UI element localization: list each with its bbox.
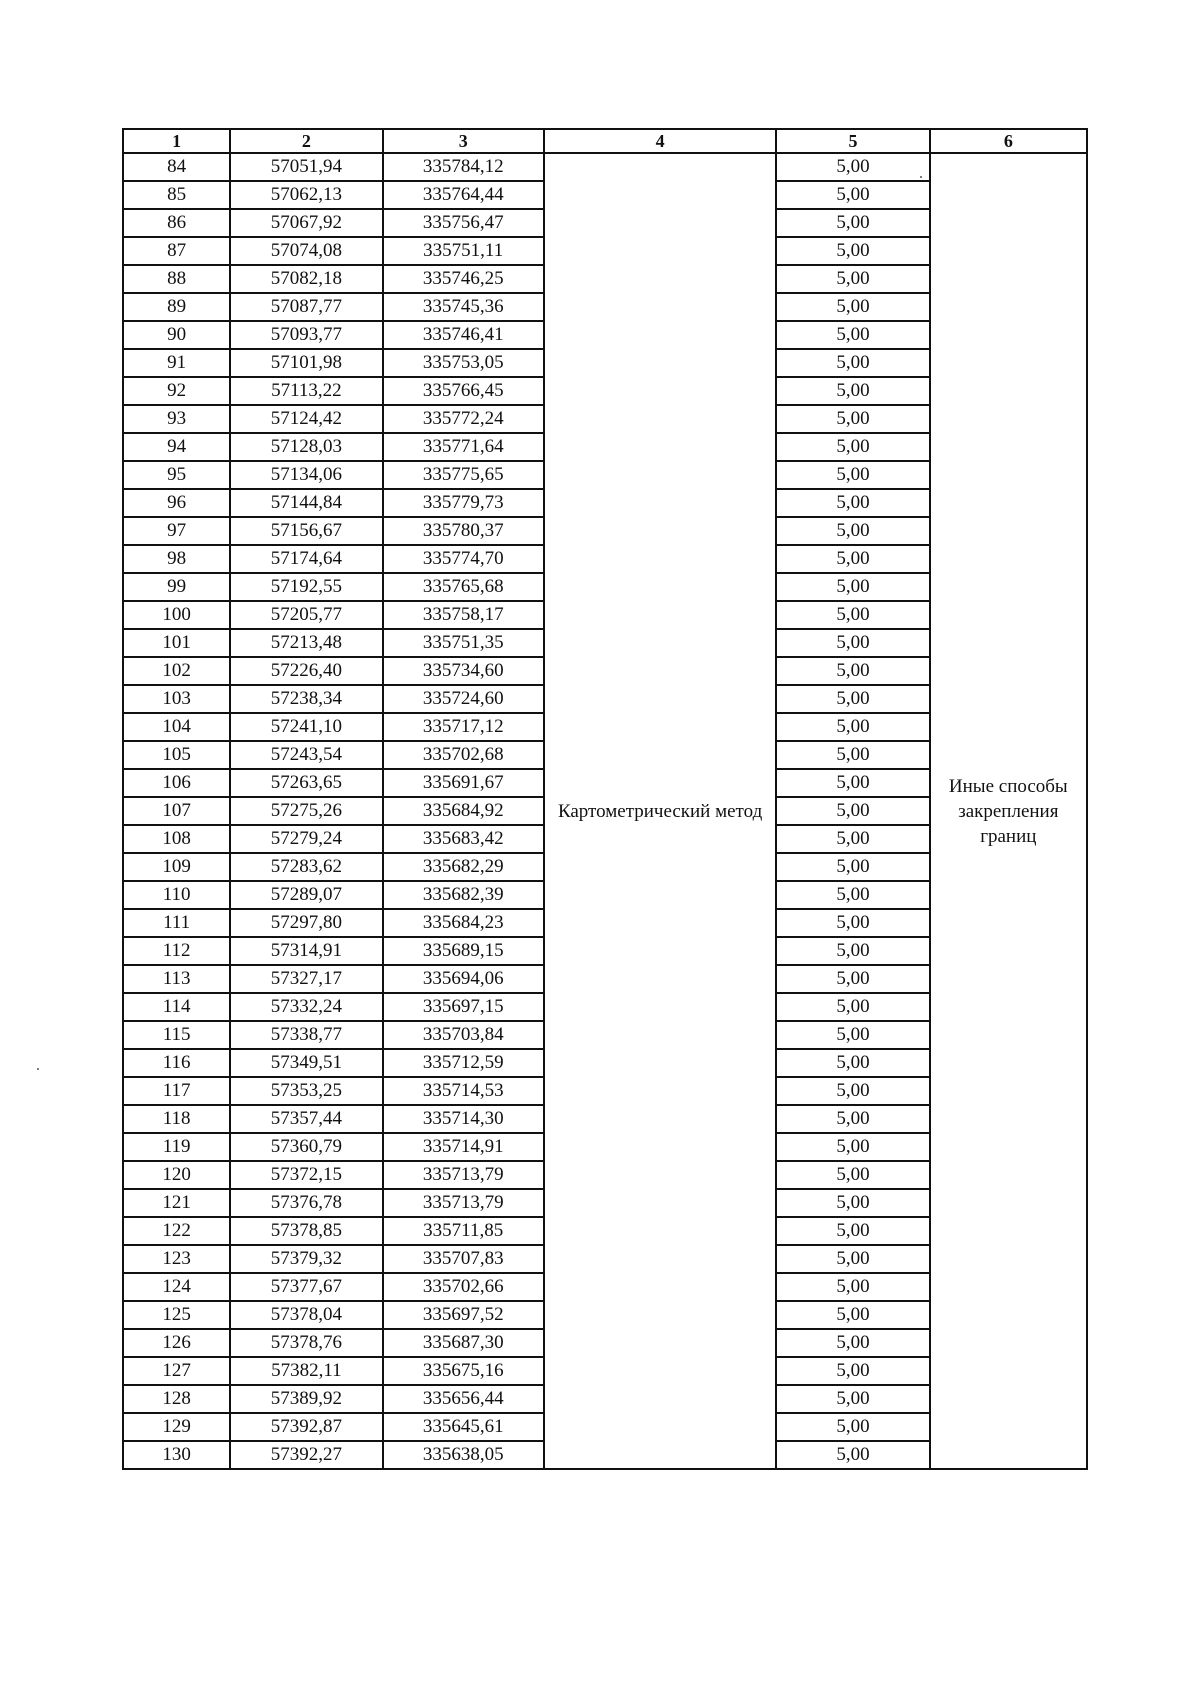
- point-number: 128: [123, 1385, 230, 1413]
- point-number: 127: [123, 1357, 230, 1385]
- accuracy-value: 5,00: [776, 1133, 929, 1161]
- header-col-4: 4: [544, 129, 776, 153]
- coordinate-x: 57067,92: [230, 209, 382, 237]
- point-number: 95: [123, 461, 230, 489]
- coordinate-x: 57382,11: [230, 1357, 382, 1385]
- accuracy-value: 5,00: [776, 321, 929, 349]
- coordinate-x: 57192,55: [230, 573, 382, 601]
- scan-speck: [37, 1068, 39, 1070]
- point-number: 110: [123, 881, 230, 909]
- coordinate-y: 335683,42: [383, 825, 544, 853]
- coordinate-y: 335724,60: [383, 685, 544, 713]
- coordinate-x: 57279,24: [230, 825, 382, 853]
- coordinate-y: 335689,15: [383, 937, 544, 965]
- accuracy-value: 5,00: [776, 629, 929, 657]
- accuracy-value: 5,00: [776, 1329, 929, 1357]
- coordinate-x: 57082,18: [230, 265, 382, 293]
- accuracy-value: 5,00: [776, 209, 929, 237]
- point-number: 102: [123, 657, 230, 685]
- coordinate-y: 335746,25: [383, 265, 544, 293]
- boundary-fixing-cell: Иные способы закрепления границ: [930, 153, 1087, 1469]
- accuracy-value: 5,00: [776, 769, 929, 797]
- point-number: 101: [123, 629, 230, 657]
- header-col-1: 1: [123, 129, 230, 153]
- coordinate-y: 335697,52: [383, 1301, 544, 1329]
- point-number: 100: [123, 601, 230, 629]
- coordinate-y: 335714,53: [383, 1077, 544, 1105]
- point-number: 89: [123, 293, 230, 321]
- accuracy-value: 5,00: [776, 237, 929, 265]
- accuracy-value: 5,00: [776, 1245, 929, 1273]
- coordinate-y: 335697,15: [383, 993, 544, 1021]
- coordinate-y: 335682,39: [383, 881, 544, 909]
- method-cell: Картометрический метод: [544, 153, 776, 1469]
- coordinate-y: 335712,59: [383, 1049, 544, 1077]
- coordinate-y: 335682,29: [383, 853, 544, 881]
- accuracy-value: 5,00: [776, 965, 929, 993]
- accuracy-value: 5,00: [776, 517, 929, 545]
- point-number: 111: [123, 909, 230, 937]
- coordinate-y: 335691,67: [383, 769, 544, 797]
- coordinate-x: 57297,80: [230, 909, 382, 937]
- table-row: [123, 153, 1087, 181]
- coordinate-x: 57156,67: [230, 517, 382, 545]
- point-number: 117: [123, 1077, 230, 1105]
- accuracy-value: 5,00: [776, 1161, 929, 1189]
- coordinate-x: 57093,77: [230, 321, 382, 349]
- point-number: 130: [123, 1441, 230, 1469]
- coordinate-y: 335714,30: [383, 1105, 544, 1133]
- point-number: 123: [123, 1245, 230, 1273]
- coordinate-y: 335753,05: [383, 349, 544, 377]
- coordinate-x: 57241,10: [230, 713, 382, 741]
- coordinate-x: 57051,94: [230, 153, 382, 181]
- coordinates-table: [122, 128, 1088, 1470]
- coordinate-x: 57238,34: [230, 685, 382, 713]
- accuracy-value: 5,00: [776, 433, 929, 461]
- accuracy-value: 5,00: [776, 153, 929, 181]
- coordinate-y: 335775,65: [383, 461, 544, 489]
- point-number: 118: [123, 1105, 230, 1133]
- coordinate-x: 57379,32: [230, 1245, 382, 1273]
- point-number: 99: [123, 573, 230, 601]
- coordinate-y: 335638,05: [383, 1441, 544, 1469]
- coordinate-y: 335707,83: [383, 1245, 544, 1273]
- point-number: 113: [123, 965, 230, 993]
- accuracy-value: 5,00: [776, 881, 929, 909]
- accuracy-value: 5,00: [776, 1441, 929, 1469]
- accuracy-value: 5,00: [776, 293, 929, 321]
- coordinate-x: 57243,54: [230, 741, 382, 769]
- accuracy-value: 5,00: [776, 685, 929, 713]
- coordinate-y: 335772,24: [383, 405, 544, 433]
- point-number: 90: [123, 321, 230, 349]
- point-number: 120: [123, 1161, 230, 1189]
- accuracy-value: 5,00: [776, 797, 929, 825]
- accuracy-value: 5,00: [776, 1217, 929, 1245]
- coordinate-y: 335734,60: [383, 657, 544, 685]
- header-col-3: 3: [383, 129, 544, 153]
- coordinate-y: 335758,17: [383, 601, 544, 629]
- coordinate-x: 57263,65: [230, 769, 382, 797]
- coordinate-x: 57289,07: [230, 881, 382, 909]
- coordinate-y: 335764,44: [383, 181, 544, 209]
- point-number: 92: [123, 377, 230, 405]
- point-number: 88: [123, 265, 230, 293]
- point-number: 129: [123, 1413, 230, 1441]
- point-number: 98: [123, 545, 230, 573]
- accuracy-value: 5,00: [776, 489, 929, 517]
- point-number: 126: [123, 1329, 230, 1357]
- accuracy-value: 5,00: [776, 1413, 929, 1441]
- coordinate-y: 335774,70: [383, 545, 544, 573]
- accuracy-value: 5,00: [776, 405, 929, 433]
- coordinate-x: 57376,78: [230, 1189, 382, 1217]
- accuracy-value: 5,00: [776, 573, 929, 601]
- coordinate-y: 335684,23: [383, 909, 544, 937]
- coordinate-x: 57128,03: [230, 433, 382, 461]
- scan-speck: [920, 176, 922, 178]
- coordinate-x: 57349,51: [230, 1049, 382, 1077]
- coordinate-x: 57338,77: [230, 1021, 382, 1049]
- accuracy-value: 5,00: [776, 349, 929, 377]
- point-number: 86: [123, 209, 230, 237]
- coordinate-y: 335713,79: [383, 1189, 544, 1217]
- table-body: [123, 153, 1087, 1469]
- coordinate-y: 335703,84: [383, 1021, 544, 1049]
- point-number: 112: [123, 937, 230, 965]
- point-number: 107: [123, 797, 230, 825]
- header-col-5: 5: [776, 129, 929, 153]
- header-row: [123, 129, 1087, 153]
- accuracy-value: 5,00: [776, 377, 929, 405]
- coordinate-y: 335780,37: [383, 517, 544, 545]
- coordinate-y: 335745,36: [383, 293, 544, 321]
- point-number: 115: [123, 1021, 230, 1049]
- point-number: 122: [123, 1217, 230, 1245]
- coordinate-x: 57226,40: [230, 657, 382, 685]
- accuracy-value: 5,00: [776, 601, 929, 629]
- coordinate-x: 57124,42: [230, 405, 382, 433]
- coordinate-y: 335702,66: [383, 1273, 544, 1301]
- coordinate-x: 57353,25: [230, 1077, 382, 1105]
- accuracy-value: 5,00: [776, 181, 929, 209]
- coordinate-x: 57378,76: [230, 1329, 382, 1357]
- coordinate-x: 57377,67: [230, 1273, 382, 1301]
- point-number: 119: [123, 1133, 230, 1161]
- coordinate-x: 57101,98: [230, 349, 382, 377]
- coordinate-x: 57134,06: [230, 461, 382, 489]
- coordinate-x: 57378,04: [230, 1301, 382, 1329]
- accuracy-value: 5,00: [776, 853, 929, 881]
- coordinate-y: 335756,47: [383, 209, 544, 237]
- point-number: 105: [123, 741, 230, 769]
- coordinate-y: 335784,12: [383, 153, 544, 181]
- coordinate-y: 335711,85: [383, 1217, 544, 1245]
- point-number: 109: [123, 853, 230, 881]
- coordinate-x: 57314,91: [230, 937, 382, 965]
- coordinate-y: 335779,73: [383, 489, 544, 517]
- accuracy-value: 5,00: [776, 1021, 929, 1049]
- coordinate-x: 57074,08: [230, 237, 382, 265]
- point-number: 121: [123, 1189, 230, 1217]
- accuracy-value: 5,00: [776, 713, 929, 741]
- point-number: 104: [123, 713, 230, 741]
- point-number: 96: [123, 489, 230, 517]
- accuracy-value: 5,00: [776, 657, 929, 685]
- table-header: [123, 129, 1087, 153]
- coordinate-x: 57392,87: [230, 1413, 382, 1441]
- accuracy-value: 5,00: [776, 1105, 929, 1133]
- point-number: 103: [123, 685, 230, 713]
- point-number: 93: [123, 405, 230, 433]
- accuracy-value: 5,00: [776, 265, 929, 293]
- accuracy-value: 5,00: [776, 909, 929, 937]
- point-number: 84: [123, 153, 230, 181]
- accuracy-value: 5,00: [776, 993, 929, 1021]
- header-col-2: 2: [230, 129, 382, 153]
- coordinate-y: 335656,44: [383, 1385, 544, 1413]
- coordinate-x: 57357,44: [230, 1105, 382, 1133]
- coordinate-y: 335766,45: [383, 377, 544, 405]
- coordinate-x: 57205,77: [230, 601, 382, 629]
- accuracy-value: 5,00: [776, 741, 929, 769]
- coordinate-y: 335684,92: [383, 797, 544, 825]
- coordinate-x: 57378,85: [230, 1217, 382, 1245]
- coordinate-y: 335675,16: [383, 1357, 544, 1385]
- coordinate-x: 57087,77: [230, 293, 382, 321]
- coordinate-x: 57360,79: [230, 1133, 382, 1161]
- coordinate-y: 335702,68: [383, 741, 544, 769]
- coordinate-x: 57283,62: [230, 853, 382, 881]
- coordinate-y: 335687,30: [383, 1329, 544, 1357]
- point-number: 124: [123, 1273, 230, 1301]
- point-number: 106: [123, 769, 230, 797]
- coordinate-x: 57174,64: [230, 545, 382, 573]
- coordinate-x: 57113,22: [230, 377, 382, 405]
- coordinate-y: 335714,91: [383, 1133, 544, 1161]
- coordinate-y: 335717,12: [383, 713, 544, 741]
- point-number: 91: [123, 349, 230, 377]
- coordinate-x: 57275,26: [230, 797, 382, 825]
- coordinate-y: 335751,11: [383, 237, 544, 265]
- accuracy-value: 5,00: [776, 1049, 929, 1077]
- accuracy-value: 5,00: [776, 1301, 929, 1329]
- point-number: 125: [123, 1301, 230, 1329]
- coordinate-x: 57372,15: [230, 1161, 382, 1189]
- point-number: 114: [123, 993, 230, 1021]
- point-number: 108: [123, 825, 230, 853]
- coordinate-x: 57327,17: [230, 965, 382, 993]
- accuracy-value: 5,00: [776, 1357, 929, 1385]
- accuracy-value: 5,00: [776, 825, 929, 853]
- coordinate-x: 57144,84: [230, 489, 382, 517]
- coordinate-x: 57332,24: [230, 993, 382, 1021]
- coordinate-y: 335694,06: [383, 965, 544, 993]
- coordinate-x: 57062,13: [230, 181, 382, 209]
- coordinate-x: 57389,92: [230, 1385, 382, 1413]
- accuracy-value: 5,00: [776, 1189, 929, 1217]
- point-number: 97: [123, 517, 230, 545]
- accuracy-value: 5,00: [776, 545, 929, 573]
- accuracy-value: 5,00: [776, 461, 929, 489]
- point-number: 116: [123, 1049, 230, 1077]
- point-number: 85: [123, 181, 230, 209]
- point-number: 87: [123, 237, 230, 265]
- coordinate-x: 57213,48: [230, 629, 382, 657]
- coordinate-y: 335771,64: [383, 433, 544, 461]
- header-col-6: 6: [930, 129, 1087, 153]
- accuracy-value: 5,00: [776, 1273, 929, 1301]
- accuracy-value: 5,00: [776, 937, 929, 965]
- point-number: 94: [123, 433, 230, 461]
- coordinate-y: 335713,79: [383, 1161, 544, 1189]
- accuracy-value: 5,00: [776, 1385, 929, 1413]
- accuracy-value: 5,00: [776, 1077, 929, 1105]
- coordinate-y: 335751,35: [383, 629, 544, 657]
- coordinate-y: 335746,41: [383, 321, 544, 349]
- coordinate-x: 57392,27: [230, 1441, 382, 1469]
- coordinate-y: 335645,61: [383, 1413, 544, 1441]
- coordinate-y: 335765,68: [383, 573, 544, 601]
